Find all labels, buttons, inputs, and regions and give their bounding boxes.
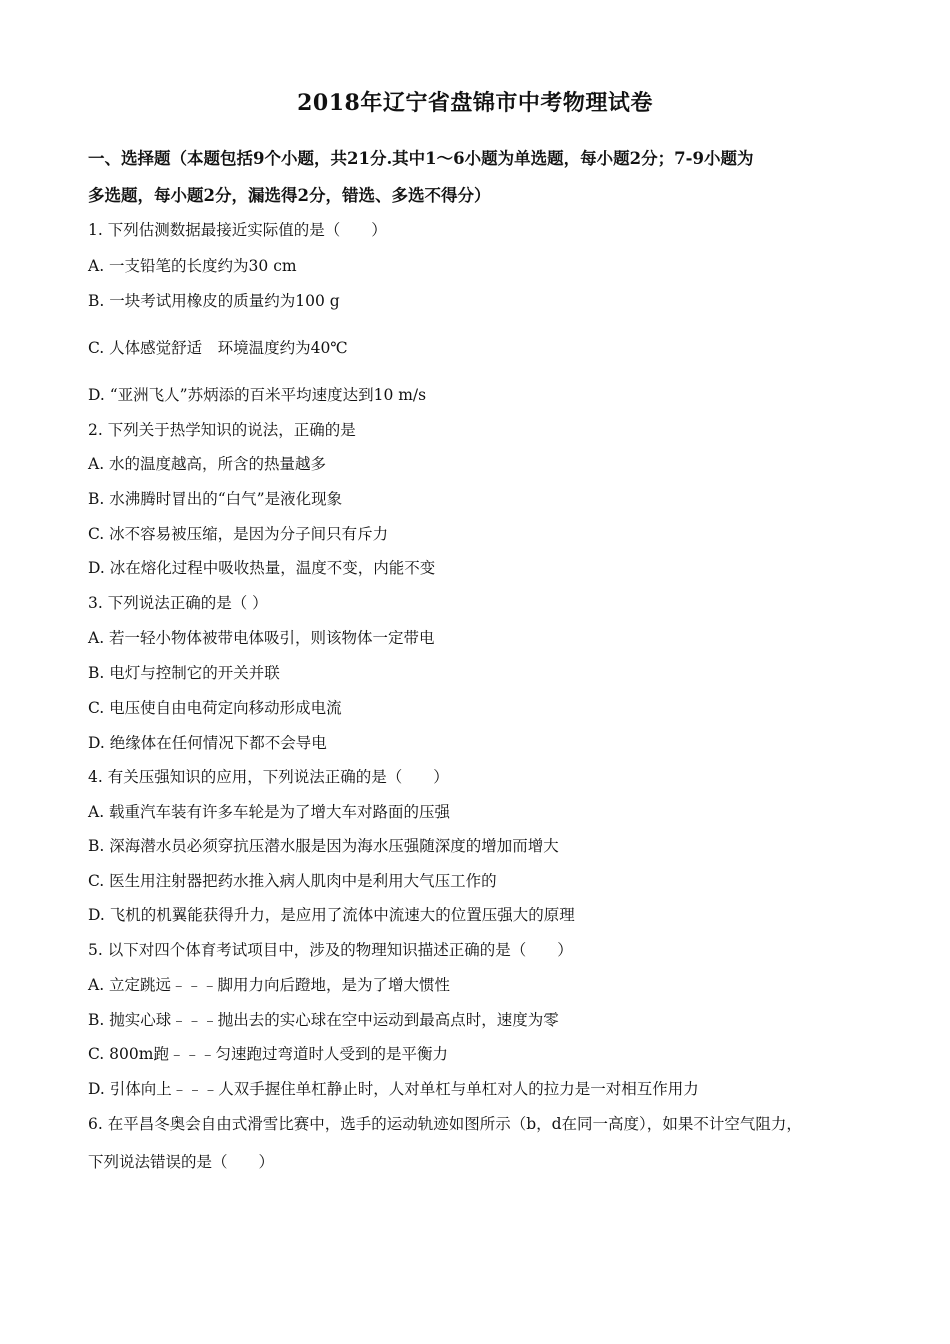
question-5-option-c: C. 800m跑﹣﹣﹣匀速跑过弯道时人受到的是平衡力	[88, 1045, 448, 1063]
question-5-option-d: D. 引体向上﹣﹣﹣人双手握住单杠静止时，人对单杠与单杠对人的拉力是一对相互作用力	[88, 1080, 699, 1098]
question-2-option-c: C. 冰不容易被压缩，是因为分子间只有斥力	[88, 525, 389, 543]
question-2-option-a: A. 水的温度越高，所含的热量越多	[88, 455, 327, 473]
question-3-option-a: A. 若一轻小物体被带电体吸引，则该物体一定带电	[88, 629, 435, 647]
question-3-option-d: D. 绝缘体在任何情况下都不会导电	[88, 734, 327, 752]
question-3-option-b: B. 电灯与控制它的开关并联	[88, 664, 280, 682]
question-6-stem-continued: 下列说法错误的是（ ）	[88, 1153, 275, 1171]
question-5-option-b: B. 抛实心球﹣﹣﹣抛出去的实心球在空中运动到最高点时，速度为零	[88, 1011, 559, 1029]
page-title: 2018年辽宁省盘锦市中考物理试卷	[297, 90, 653, 116]
question-1-option-b: B. 一块考试用橡皮的质量约为100 g	[88, 292, 340, 310]
question-4-option-c: C. 医生用注射器把药水推入病人肌肉中是利用大气压工作的	[88, 872, 497, 890]
section-heading-line-2: 多选题，每小题2分，漏选得2分，错选、多选不得分）	[88, 186, 491, 205]
question-5-stem: 5. 以下对四个体育考试项目中，涉及的物理知识描述正确的是（ ）	[88, 941, 573, 959]
question-1-option-d: D. “亚洲飞人”苏炳添的百米平均速度达到10 m/s	[88, 386, 427, 404]
question-1-option-a: A. 一支铅笔的长度约为30 cm	[88, 257, 297, 275]
question-5-option-a: A. 立定跳远﹣﹣﹣脚用力向后蹬地，是为了增大惯性	[88, 976, 451, 994]
question-2-stem: 2. 下列关于热学知识的说法，正确的是	[88, 421, 356, 439]
question-2-option-d: D. 冰在熔化过程中吸收热量，温度不变，内能不变	[88, 559, 436, 577]
question-3-option-c: C. 电压使自由电荷定向移动形成电流	[88, 699, 342, 717]
question-4-option-d: D. 飞机的机翼能获得升力，是应用了流体中流速大的位置压强大的原理	[88, 906, 575, 924]
question-4-option-b: B. 深海潜水员必须穿抗压潜水服是因为海水压强随深度的增加而增大	[88, 837, 559, 855]
question-3-stem: 3. 下列说法正确的是（ ）	[88, 594, 268, 612]
question-1-stem: 1. 下列估测数据最接近实际值的是（ ）	[88, 221, 387, 239]
section-heading-line-1: 一、选择题（本题包括9个小题，共21分.其中1～6小题为单选题，每小题2分；7-9小题为	[88, 149, 754, 168]
question-4-stem: 4. 有关压强知识的应用，下列说法正确的是（ ）	[88, 768, 449, 786]
question-6-stem: 6. 在平昌冬奥会自由式滑雪比赛中，选手的运动轨迹如图所示（b，d在同一高度），如果不计空气阻力，	[88, 1115, 802, 1133]
question-2-option-b: B. 水沸腾时冒出的“白气”是液化现象	[88, 490, 343, 508]
question-4-option-a: A. 载重汽车装有许多车轮是为了增大车对路面的压强	[88, 803, 451, 821]
question-1-option-c: C. 人体感觉舒适 环境温度约为40℃	[88, 339, 348, 357]
